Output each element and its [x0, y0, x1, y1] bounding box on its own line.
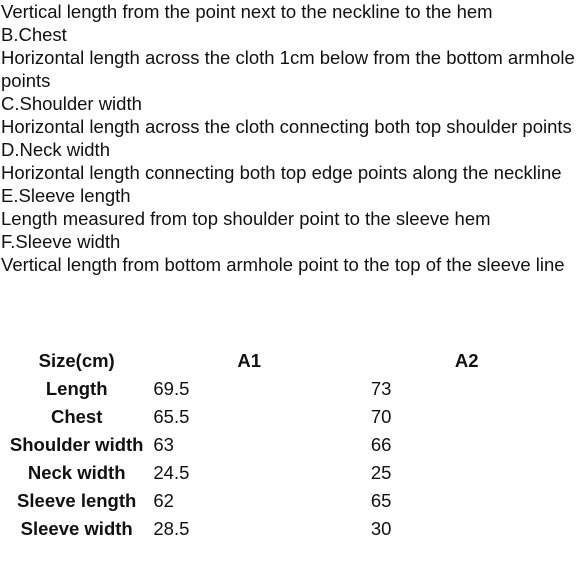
a1-value: 63	[153, 434, 174, 455]
a2-value: 65	[370, 490, 392, 511]
row-label: Sleeve length	[17, 490, 137, 511]
a2-column-header: A2	[454, 350, 479, 371]
row-label: Length	[45, 378, 108, 399]
a1-value: 28.5	[153, 518, 190, 539]
size-column-header: Size(cm)	[38, 350, 115, 371]
chest-heading: B.Chest	[1, 24, 67, 45]
table-row	[0, 403, 580, 431]
a2-value: 66	[370, 434, 392, 455]
size-table	[0, 347, 580, 543]
a1-value: 65.5	[153, 406, 190, 427]
length-description: Vertical length from the point next to the neckline to the hem	[1, 1, 493, 22]
shoulder-width-description: Horizontal length across the cloth connecting both top shoulder points	[1, 116, 572, 137]
table-header-row	[0, 347, 580, 375]
row-label: Sleeve width	[20, 518, 133, 539]
chest-description: Horizontal length across the cloth 1cm below from the bottom armhole points	[1, 47, 575, 91]
shoulder-width-heading: C.Shoulder width	[1, 93, 142, 114]
table-row	[0, 515, 580, 543]
a2-value: 30	[370, 518, 392, 539]
a1-value: 69.5	[153, 378, 190, 399]
sleeve-length-description: Length measured from top shoulder point to the sleeve hem	[1, 208, 491, 229]
row-label: Shoulder width	[9, 434, 144, 455]
a1-value: 24.5	[153, 462, 190, 483]
a1-column-header: A1	[237, 350, 262, 371]
a2-value: 73	[370, 378, 392, 399]
table-row	[0, 375, 580, 403]
size-guide-document	[0, 0, 580, 276]
a2-value: 70	[370, 406, 392, 427]
row-label: Chest	[50, 406, 103, 427]
sleeve-length-heading: E.Sleeve length	[1, 185, 131, 206]
a1-value: 62	[153, 490, 174, 511]
sleeve-width-heading: F.Sleeve width	[1, 231, 121, 252]
neck-width-heading: D.Neck width	[1, 139, 110, 160]
table-row	[0, 459, 580, 487]
table-row	[0, 431, 580, 459]
neck-width-description: Horizontal length connecting both top edge points along the neckline	[1, 162, 562, 183]
row-label: Neck width	[27, 462, 126, 483]
a2-value: 25	[370, 462, 392, 483]
sleeve-width-description: Vertical length from bottom armhole point to the top of the sleeve line	[1, 254, 565, 275]
table-row	[0, 487, 580, 515]
